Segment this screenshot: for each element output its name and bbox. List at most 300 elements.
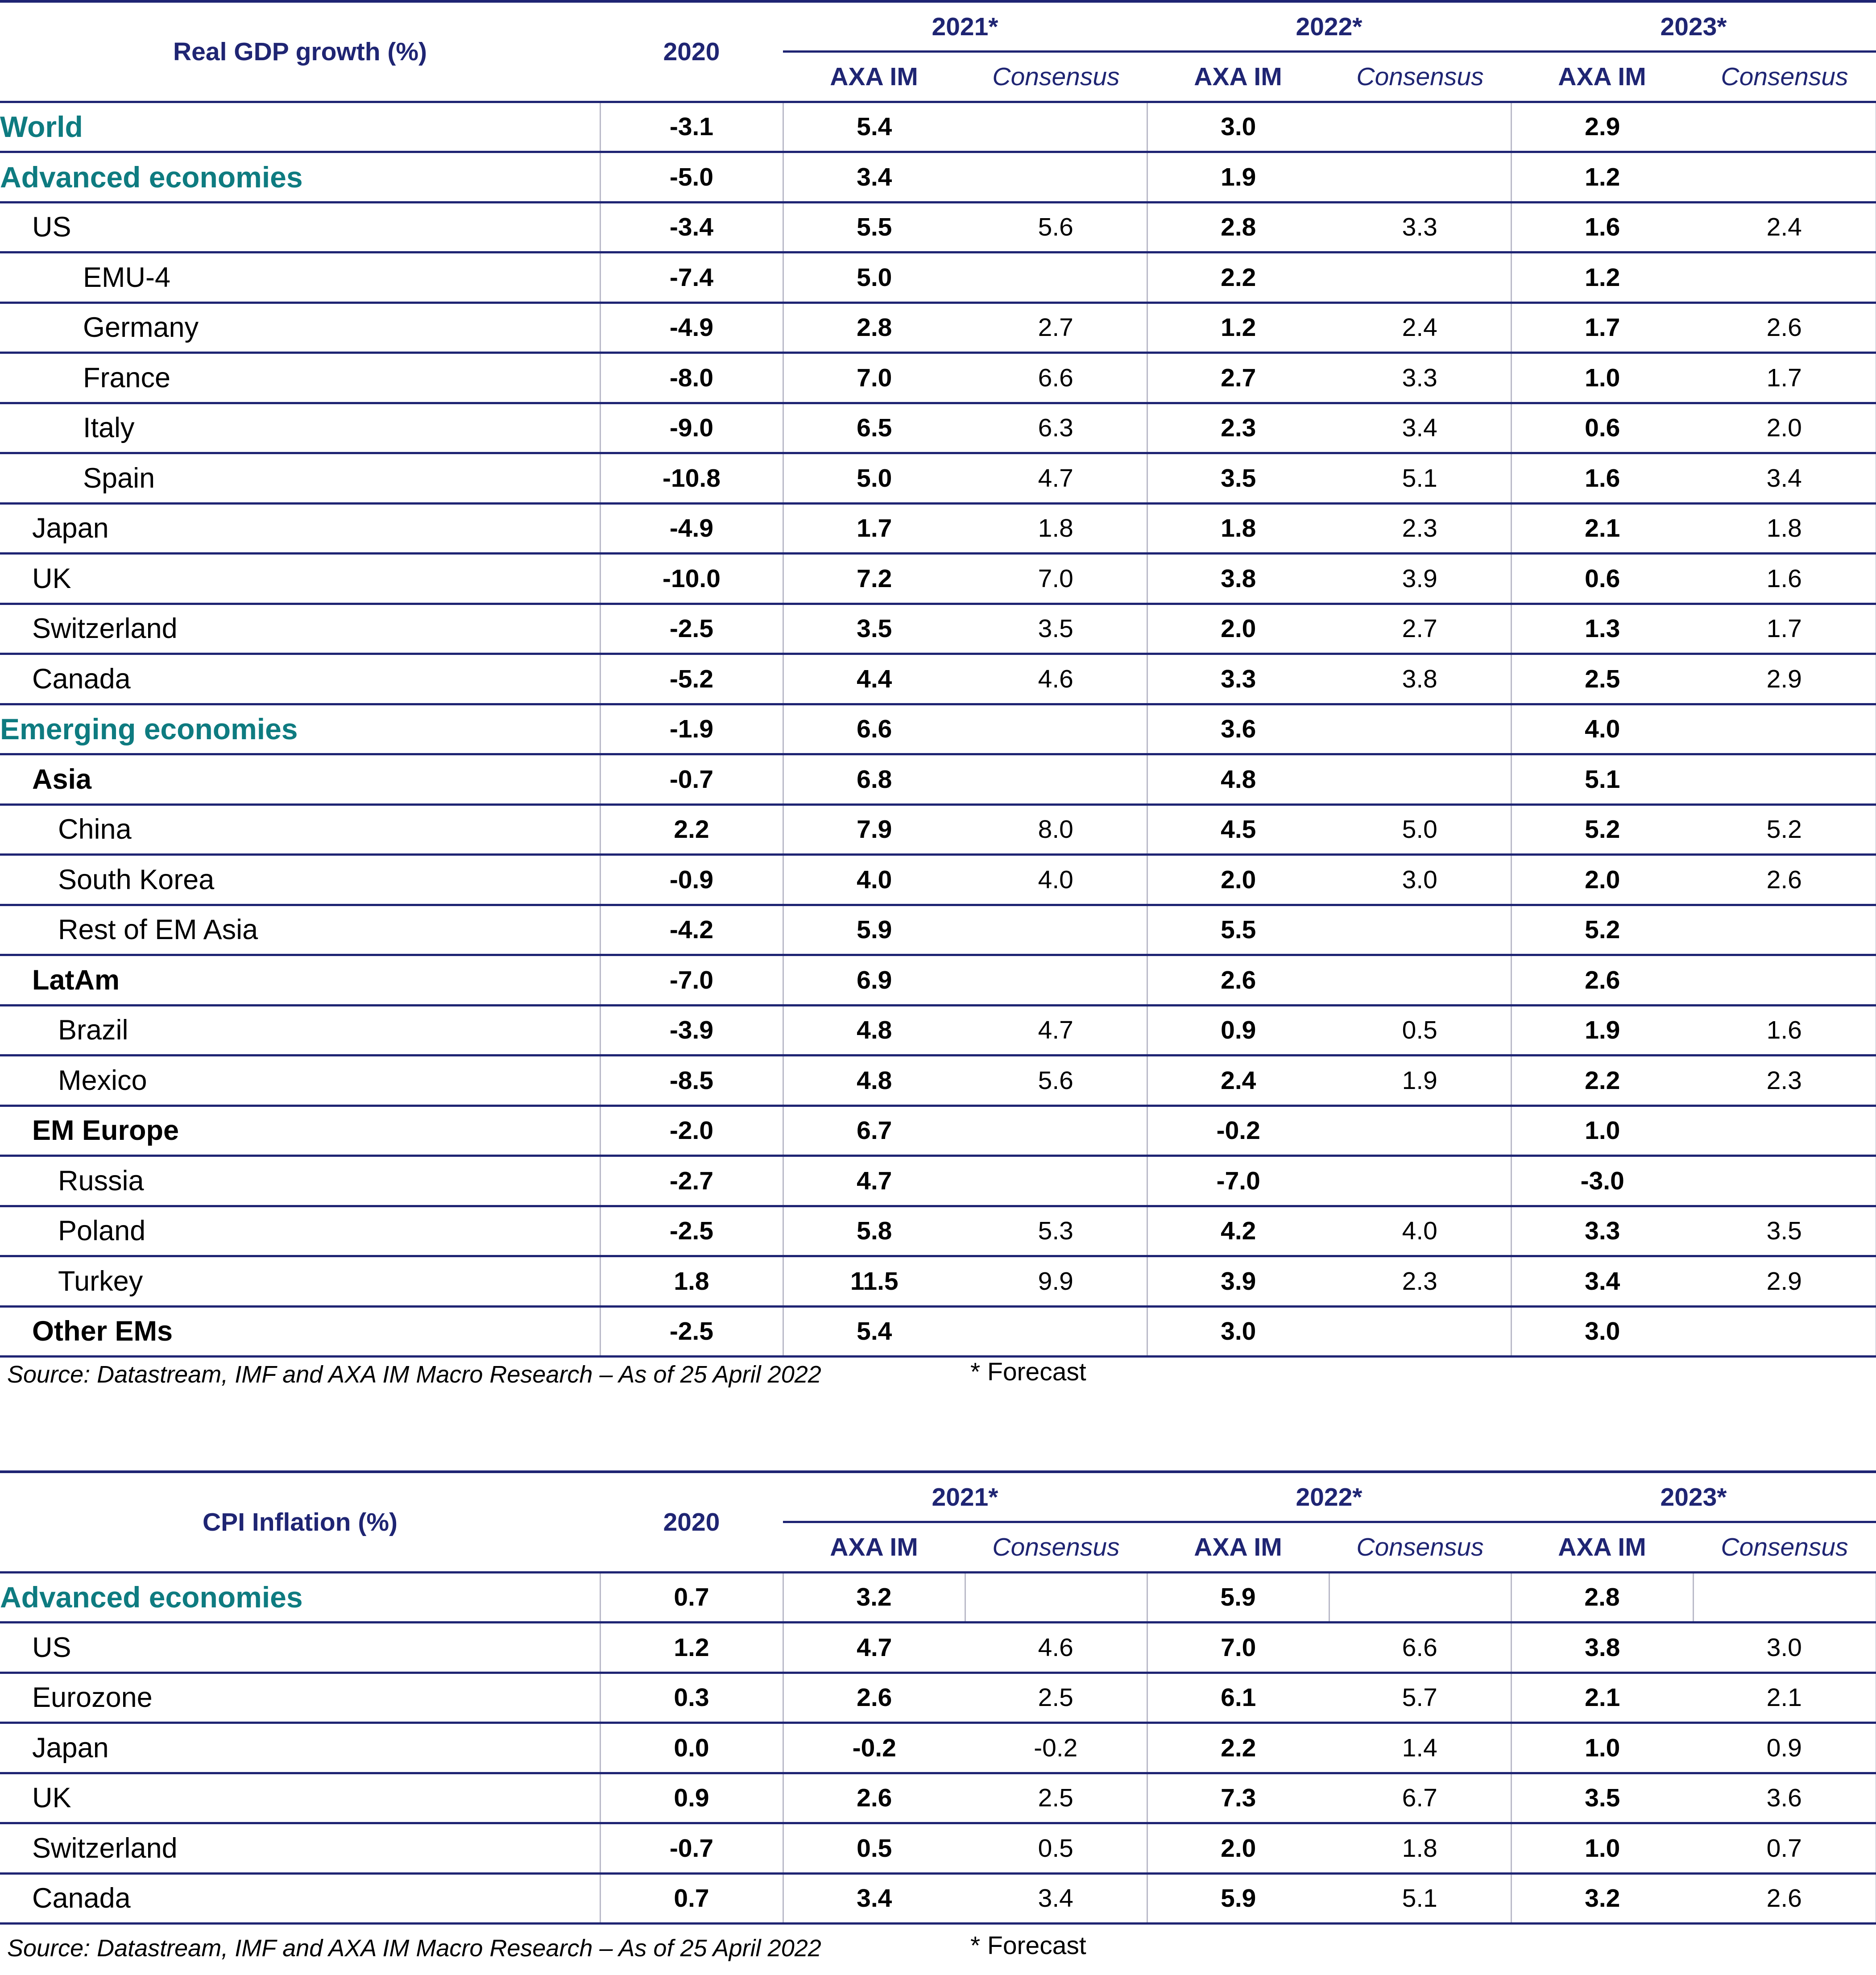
cell-value-2020: -2.5 [600,604,783,654]
cell-consensus-2022 [1329,1572,1511,1623]
cell-consensus-2023: 0.7 [1693,1823,1876,1874]
cell-axa-2021: 5.8 [783,1206,965,1256]
cell-value-2020: -10.8 [600,453,783,504]
table-row [0,102,1876,152]
cell-axa-2022: -7.0 [1147,1156,1329,1206]
cell-axa-2022: 7.0 [1147,1623,1329,1673]
cell-axa-2021: 4.4 [783,654,965,704]
cell-consensus-2021: 4.7 [965,453,1147,504]
cell-consensus-2023: 1.7 [1693,353,1876,403]
cell-consensus-2022 [1329,102,1511,152]
cell-axa-2023: 1.6 [1511,453,1693,504]
cell-consensus-2022: 6.6 [1329,1623,1511,1673]
cell-consensus-2022: 4.0 [1329,1206,1511,1256]
cell-axa-2021: 1.7 [783,503,965,554]
cell-value-2020: -0.7 [600,1823,783,1874]
cell-consensus-2022: 5.1 [1329,1873,1511,1924]
cell-consensus-2022 [1329,704,1511,754]
cell-consensus-2023: 5.2 [1693,804,1876,855]
cell-value-2020: -7.0 [600,955,783,1006]
row-label: Italy [0,403,600,453]
cell-axa-2022: 5.9 [1147,1572,1329,1623]
cell-axa-2023: 1.2 [1511,152,1693,203]
gdp-sub-consensus-2021: Consensus [965,52,1147,102]
cell-consensus-2022: 5.0 [1329,804,1511,855]
cell-consensus-2023: 3.4 [1693,453,1876,504]
gdp-source-note: Source: Datastream, IMF and AXA IM Macro Research – As of 25 April 2022 [7,1361,821,1388]
cell-axa-2023: 0.6 [1511,403,1693,453]
cell-value-2020: -4.9 [600,503,783,554]
cell-consensus-2021: 6.3 [965,403,1147,453]
table-row [0,1256,1876,1307]
cell-axa-2022: 3.6 [1147,704,1329,754]
row-label: US [0,1623,600,1673]
cell-axa-2021: 6.6 [783,704,965,754]
cell-axa-2023: 1.0 [1511,1723,1693,1773]
cell-consensus-2023: 3.6 [1693,1773,1876,1823]
cell-axa-2021: 7.9 [783,804,965,855]
cell-consensus-2021: 5.6 [965,1056,1147,1106]
cell-consensus-2022 [1329,1306,1511,1357]
cell-axa-2023: 3.2 [1511,1873,1693,1924]
row-label: Japan [0,1723,600,1773]
row-label: Emerging economies [0,704,600,754]
cell-consensus-2022 [1329,754,1511,805]
cell-consensus-2023 [1693,905,1876,955]
cell-consensus-2021: 2.5 [965,1673,1147,1723]
cell-consensus-2023: 2.6 [1693,302,1876,353]
cell-consensus-2022: 6.7 [1329,1773,1511,1823]
cell-axa-2022: 2.0 [1147,1823,1329,1874]
cell-value-2020: -3.1 [600,102,783,152]
cell-axa-2022: 7.3 [1147,1773,1329,1823]
cell-consensus-2022: 3.9 [1329,554,1511,604]
cell-axa-2022: 3.9 [1147,1256,1329,1307]
table-row [0,403,1876,453]
table-row [0,1673,1876,1723]
cell-axa-2023: 5.2 [1511,804,1693,855]
table-row [0,1306,1876,1357]
cell-value-2020: -1.9 [600,704,783,754]
cell-axa-2021: 7.0 [783,353,965,403]
table-row [0,1623,1876,1673]
cell-axa-2021: 5.4 [783,102,965,152]
cell-value-2020: 1.8 [600,1256,783,1307]
cell-axa-2021: 0.5 [783,1823,965,1874]
cell-consensus-2022 [1329,1156,1511,1206]
cell-axa-2021: 6.9 [783,955,965,1006]
cell-axa-2022: 2.0 [1147,855,1329,905]
cell-consensus-2023 [1693,704,1876,754]
cell-value-2020: -10.0 [600,554,783,604]
row-label: Brazil [0,1005,600,1056]
cell-consensus-2022 [1329,955,1511,1006]
table-row [0,654,1876,704]
cell-axa-2023: 1.0 [1511,353,1693,403]
row-label: EMU-4 [0,253,600,303]
cell-consensus-2021: 4.0 [965,855,1147,905]
cell-axa-2022: 2.8 [1147,202,1329,253]
row-label: Switzerland [0,604,600,654]
cell-value-2020: -5.0 [600,152,783,203]
cell-axa-2023: 1.0 [1511,1823,1693,1874]
cell-consensus-2021: 4.6 [965,1623,1147,1673]
cell-consensus-2023: 1.6 [1693,1005,1876,1056]
cell-axa-2022: 2.2 [1147,253,1329,303]
cell-consensus-2021: 3.5 [965,604,1147,654]
table-row [0,905,1876,955]
cell-axa-2021: 6.5 [783,403,965,453]
row-label: Turkey [0,1256,600,1307]
table-row [0,202,1876,253]
table-row [0,604,1876,654]
cell-axa-2023: 5.2 [1511,905,1693,955]
cell-axa-2022: 3.8 [1147,554,1329,604]
row-label: Rest of EM Asia [0,905,600,955]
table-row [0,554,1876,604]
cell-consensus-2023: 1.6 [1693,554,1876,604]
cpi-sub-consensus-2022: Consensus [1329,1522,1511,1573]
cell-axa-2021: 4.0 [783,855,965,905]
cell-consensus-2021 [965,1306,1147,1357]
table-row [0,353,1876,403]
cell-axa-2023: 0.6 [1511,554,1693,604]
cell-consensus-2021: 8.0 [965,804,1147,855]
cell-axa-2021: 11.5 [783,1256,965,1307]
cell-axa-2023: 3.4 [1511,1256,1693,1307]
row-label: Canada [0,654,600,704]
cell-consensus-2021 [965,955,1147,1006]
cpi-sub-consensus-2021: Consensus [965,1522,1147,1573]
cell-axa-2021: -0.2 [783,1723,965,1773]
cell-axa-2023: 1.6 [1511,202,1693,253]
gdp-col-2021: 2021* [783,1,1147,52]
gdp-table-title: Real GDP growth (%) [0,1,600,102]
row-label: Poland [0,1206,600,1256]
cell-value-2020: -5.2 [600,654,783,704]
cell-consensus-2021 [965,905,1147,955]
cell-value-2020: -8.5 [600,1056,783,1106]
cell-axa-2022: 3.5 [1147,453,1329,504]
table-row [0,1056,1876,1106]
gdp-forecast-note: * Forecast [970,1358,1086,1386]
row-label: Advanced economies [0,152,600,203]
table-row [0,1206,1876,1256]
cell-axa-2021: 4.7 [783,1623,965,1673]
cell-consensus-2022: 3.3 [1329,202,1511,253]
gdp-col-2020: 2020 [600,1,783,102]
cell-consensus-2021: 5.3 [965,1206,1147,1256]
cell-axa-2023: 3.8 [1511,1623,1693,1673]
cell-consensus-2021 [965,1156,1147,1206]
cell-axa-2023: 2.8 [1511,1572,1693,1623]
cell-axa-2021: 5.4 [783,1306,965,1357]
cell-consensus-2021: -0.2 [965,1723,1147,1773]
cell-value-2020: -3.9 [600,1005,783,1056]
row-label: US [0,202,600,253]
table-row [0,1823,1876,1874]
cell-value-2020: -8.0 [600,353,783,403]
cell-consensus-2021: 4.6 [965,654,1147,704]
cell-consensus-2022 [1329,152,1511,203]
cell-consensus-2023 [1693,1572,1876,1623]
cell-value-2020: -9.0 [600,403,783,453]
table-row [0,453,1876,504]
cell-value-2020: 0.7 [600,1873,783,1924]
cell-axa-2021: 7.2 [783,554,965,604]
cell-axa-2022: 4.2 [1147,1206,1329,1256]
cell-consensus-2021 [965,704,1147,754]
cpi-col-2022: 2022* [1147,1472,1511,1522]
gdp-sub-axa-2023: AXA IM [1511,52,1693,102]
table-row [0,754,1876,805]
cell-consensus-2021 [965,1106,1147,1156]
cell-axa-2023: 1.3 [1511,604,1693,654]
cell-consensus-2023: 2.9 [1693,1256,1876,1307]
row-label: Spain [0,453,600,504]
table-row [0,1572,1876,1623]
cell-value-2020: 0.9 [600,1773,783,1823]
row-label: China [0,804,600,855]
cell-value-2020: -3.4 [600,202,783,253]
cell-axa-2023: 2.6 [1511,955,1693,1006]
table-row [0,253,1876,303]
cell-axa-2022: 3.0 [1147,102,1329,152]
cell-axa-2021: 5.9 [783,905,965,955]
cell-axa-2023: 1.7 [1511,302,1693,353]
cell-consensus-2022 [1329,905,1511,955]
cell-consensus-2023: 1.7 [1693,604,1876,654]
cell-axa-2021: 2.6 [783,1673,965,1723]
cpi-inflation-table [0,1470,1876,1925]
cell-value-2020: -0.9 [600,855,783,905]
cell-axa-2023: 5.1 [1511,754,1693,805]
cell-axa-2021: 6.7 [783,1106,965,1156]
gdp-header-row [0,1,1876,52]
table-row [0,152,1876,203]
cell-consensus-2022: 3.0 [1329,855,1511,905]
cell-axa-2023: 2.1 [1511,503,1693,554]
cell-value-2020: 0.3 [600,1673,783,1723]
cell-consensus-2022 [1329,1106,1511,1156]
cell-axa-2021: 4.8 [783,1005,965,1056]
row-label: Eurozone [0,1673,600,1723]
cell-consensus-2023 [1693,1156,1876,1206]
cell-consensus-2021: 4.7 [965,1005,1147,1056]
cpi-forecast-note: * Forecast [970,1931,1086,1960]
cell-consensus-2023 [1693,1106,1876,1156]
cpi-sub-axa-2023: AXA IM [1511,1522,1693,1573]
cell-axa-2021: 4.8 [783,1056,965,1106]
cell-value-2020: -0.7 [600,754,783,805]
cell-axa-2023: 2.5 [1511,654,1693,704]
cell-axa-2022: 3.3 [1147,654,1329,704]
cell-axa-2023: 3.5 [1511,1773,1693,1823]
cpi-source-note: Source: Datastream, IMF and AXA IM Macro Research – As of 25 April 2022 [7,1935,821,1962]
cell-value-2020: -2.5 [600,1306,783,1357]
cell-consensus-2021 [965,1572,1147,1623]
cell-consensus-2023 [1693,955,1876,1006]
row-label: EM Europe [0,1106,600,1156]
cell-value-2020: 0.7 [600,1572,783,1623]
cell-axa-2021: 5.0 [783,453,965,504]
cpi-sub-axa-2022: AXA IM [1147,1522,1329,1573]
cell-consensus-2021: 5.6 [965,202,1147,253]
cell-consensus-2021: 9.9 [965,1256,1147,1307]
cell-consensus-2023: 2.9 [1693,654,1876,704]
cpi-header-row [0,1472,1876,1522]
cell-consensus-2023 [1693,102,1876,152]
cell-consensus-2023: 2.6 [1693,855,1876,905]
cell-axa-2023: 1.0 [1511,1106,1693,1156]
cell-consensus-2023 [1693,1306,1876,1357]
cell-axa-2022: 1.9 [1147,152,1329,203]
row-label: Other EMs [0,1306,600,1357]
cell-axa-2023: 2.2 [1511,1056,1693,1106]
cell-value-2020: 1.2 [600,1623,783,1673]
cell-consensus-2022: 2.7 [1329,604,1511,654]
table-row [0,1773,1876,1823]
cell-axa-2022: 2.6 [1147,955,1329,1006]
cell-consensus-2022: 3.8 [1329,654,1511,704]
cell-value-2020: -2.5 [600,1206,783,1256]
row-label: World [0,102,600,152]
cpi-sub-axa-2021: AXA IM [783,1522,965,1573]
row-label: LatAm [0,955,600,1006]
row-label: Mexico [0,1056,600,1106]
row-label: Switzerland [0,1823,600,1874]
cell-axa-2023: 3.3 [1511,1206,1693,1256]
gdp-sub-consensus-2022: Consensus [1329,52,1511,102]
cell-axa-2021: 5.0 [783,253,965,303]
cell-consensus-2021 [965,152,1147,203]
cell-axa-2023: 3.0 [1511,1306,1693,1357]
cell-axa-2021: 4.7 [783,1156,965,1206]
cell-consensus-2021 [965,754,1147,805]
cell-axa-2021: 2.8 [783,302,965,353]
cell-consensus-2021: 3.4 [965,1873,1147,1924]
row-label: Canada [0,1873,600,1924]
cell-consensus-2021: 1.8 [965,503,1147,554]
cell-consensus-2023: 2.4 [1693,202,1876,253]
cell-value-2020: 0.0 [600,1723,783,1773]
cell-consensus-2022 [1329,253,1511,303]
cell-value-2020: -4.9 [600,302,783,353]
cell-consensus-2021 [965,253,1147,303]
cpi-table-title: CPI Inflation (%) [0,1472,600,1572]
cell-value-2020: 2.2 [600,804,783,855]
cell-axa-2022: 6.1 [1147,1673,1329,1723]
cell-consensus-2023 [1693,754,1876,805]
cell-axa-2022: 2.4 [1147,1056,1329,1106]
cell-consensus-2023: 0.9 [1693,1723,1876,1773]
cell-consensus-2022: 1.4 [1329,1723,1511,1773]
row-label: South Korea [0,855,600,905]
table-row [0,1106,1876,1156]
cpi-col-2023: 2023* [1511,1472,1876,1522]
cell-axa-2021: 6.8 [783,754,965,805]
cell-axa-2022: 2.0 [1147,604,1329,654]
cell-axa-2022: 5.9 [1147,1873,1329,1924]
gdp-sub-axa-2021: AXA IM [783,52,965,102]
cell-consensus-2022: 2.4 [1329,302,1511,353]
cpi-col-2020: 2020 [600,1472,783,1572]
cell-consensus-2021: 7.0 [965,554,1147,604]
row-label: Germany [0,302,600,353]
cpi-sub-consensus-2023: Consensus [1693,1522,1876,1573]
table-row [0,1156,1876,1206]
cell-axa-2022: 2.3 [1147,403,1329,453]
cell-consensus-2022: 1.8 [1329,1823,1511,1874]
cpi-table-body [0,1572,1876,1924]
cell-axa-2022: 2.2 [1147,1723,1329,1773]
cell-value-2020: -2.7 [600,1156,783,1206]
row-label: Advanced economies [0,1572,600,1623]
cell-axa-2023: 1.2 [1511,253,1693,303]
cell-axa-2022: 1.2 [1147,302,1329,353]
cell-consensus-2022: 3.4 [1329,403,1511,453]
cpi-col-2021: 2021* [783,1472,1147,1522]
cell-axa-2023: 2.0 [1511,855,1693,905]
cell-consensus-2021: 6.6 [965,353,1147,403]
cell-axa-2021: 3.4 [783,1873,965,1924]
table-row [0,955,1876,1006]
cell-axa-2021: 2.6 [783,1773,965,1823]
row-label: UK [0,1773,600,1823]
cell-consensus-2023: 3.5 [1693,1206,1876,1256]
cell-consensus-2021 [965,102,1147,152]
cell-axa-2021: 3.2 [783,1572,965,1623]
cell-value-2020: -2.0 [600,1106,783,1156]
cell-consensus-2022: 0.5 [1329,1005,1511,1056]
cell-axa-2023: 1.9 [1511,1005,1693,1056]
cell-consensus-2022: 1.9 [1329,1056,1511,1106]
row-label: Japan [0,503,600,554]
gdp-sub-consensus-2023: Consensus [1693,52,1876,102]
cell-axa-2023: 4.0 [1511,704,1693,754]
cell-axa-2023: 2.9 [1511,102,1693,152]
cell-value-2020: -7.4 [600,253,783,303]
gdp-sub-axa-2022: AXA IM [1147,52,1329,102]
gdp-table-body [0,102,1876,1357]
row-label: Asia [0,754,600,805]
cell-consensus-2021: 2.7 [965,302,1147,353]
cell-consensus-2023: 2.3 [1693,1056,1876,1106]
cell-axa-2022: -0.2 [1147,1106,1329,1156]
cell-axa-2022: 0.9 [1147,1005,1329,1056]
cell-consensus-2023: 2.6 [1693,1873,1876,1924]
table-row [0,1723,1876,1773]
cell-axa-2022: 4.5 [1147,804,1329,855]
cell-consensus-2022: 2.3 [1329,1256,1511,1307]
cell-axa-2022: 1.8 [1147,503,1329,554]
table-row [0,704,1876,754]
cell-axa-2021: 3.4 [783,152,965,203]
cell-consensus-2022: 2.3 [1329,503,1511,554]
table-row [0,804,1876,855]
row-label: Russia [0,1156,600,1206]
cell-axa-2022: 4.8 [1147,754,1329,805]
cell-consensus-2023: 3.0 [1693,1623,1876,1673]
table-row [0,1005,1876,1056]
cell-consensus-2022: 5.1 [1329,453,1511,504]
cell-axa-2023: 2.1 [1511,1673,1693,1723]
cell-consensus-2021: 0.5 [965,1823,1147,1874]
cell-axa-2022: 2.7 [1147,353,1329,403]
cell-consensus-2023 [1693,253,1876,303]
row-label: UK [0,554,600,604]
cell-axa-2023: -3.0 [1511,1156,1693,1206]
